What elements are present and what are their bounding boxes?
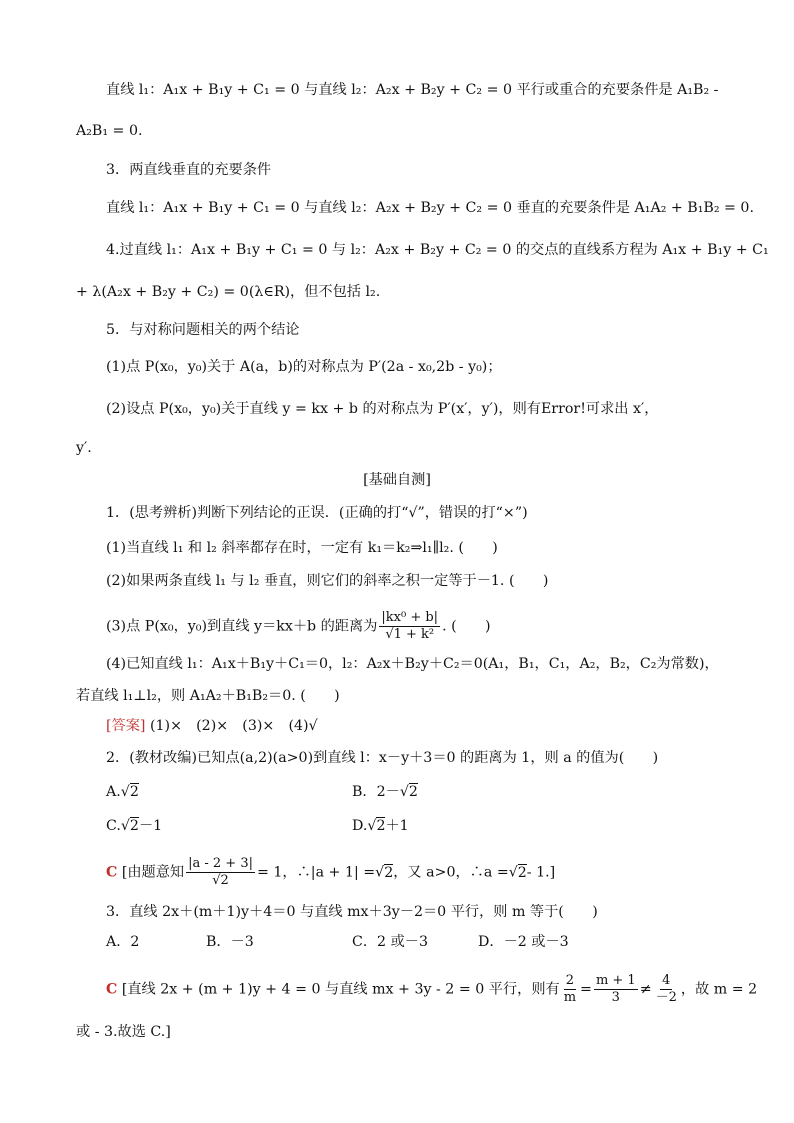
q3-fraction-1: $\frac{2}{m}$: [563, 973, 577, 1005]
q2-option-a: A.√2: [106, 784, 139, 800]
section-title: [基础自测]: [363, 472, 431, 488]
q3-answer-letter: C: [106, 981, 118, 998]
s5-heading: 5．与对称问题相关的两个结论: [106, 322, 300, 338]
q3-stem: 3．直线 2x＋(m＋1)y＋4＝0 与直线 mx＋3y－2＝0 平行，则 m 等于( ): [106, 904, 598, 920]
q3-fraction-2: $\frac{m + 1}{3}$: [595, 973, 636, 1005]
s3-body: 直线 l₁：A₁x + B₁y + C₁ = 0 与直线 l₂：A₂x + B₂y + C₂ = 0 垂直的充要条件是 A₁A₂ + B₁B₂ = 0.: [106, 200, 754, 216]
q3-option-a: A．2: [106, 934, 140, 950]
q1-answer: [106, 716, 318, 736]
q1-item1: (1)当直线 l₁ 和 l₂ 斜率都存在时，一定有 k₁＝k₂⇒l₁∥l₂. ( ): [106, 540, 498, 556]
s3-heading: 3．两直线垂直的充要条件: [106, 162, 272, 178]
sqrt-symbol: √: [367, 818, 377, 834]
q3-solution: C [直线 2x + (m + 1)y + 4 = 0 与直线 mx + 3y - 2 = 0 平行，则有 $\frac{2}{m}$ = $\frac{m + 1}{3}$ ≠ $\frac{4}{-2}$ ，故 m = 2: [106, 973, 758, 1005]
distance-denominator: 1 + k²: [393, 627, 435, 642]
q2-option-b: B．2－√2: [352, 784, 418, 800]
q2-option-d: D.√2＋1: [352, 818, 409, 834]
q1-item2: (2)如果两条直线 l₁ 与 l₂ 垂直，则它们的斜率之积一定等于－1. ( ): [106, 573, 549, 589]
q1-item3-pre: (3)点 P(x₀，y₀)到直线 y＝kx＋b 的距离为: [106, 618, 378, 635]
distance-fraction: [379, 610, 440, 643]
sqrt-symbol: √: [120, 784, 130, 800]
answer-label: [答案]: [106, 718, 146, 734]
q1-item3-post: . ( ): [442, 618, 491, 635]
q3-option-d: D．－2 或－3: [478, 934, 569, 950]
s5-p2: (2)设点 P(x₀，y₀)关于直线 y = kx + b 的对称点为 P′(x′，y′)，则有Error!可求出 x′，: [106, 401, 659, 417]
q1-stem: 1．(思考辨析)判断下列结论的正误．(正确的打“√”，错误的打“×”): [106, 505, 528, 521]
s1-line1: 直线 l₁：A₁x + B₁y + C₁ = 0 与直线 l₂：A₂x + B₂y + C₂ = 0 平行或重合的充要条件是 A₁B₂ -: [106, 82, 719, 98]
q1-item4b: 若直线 l₁⊥l₂，则 A₁A₂＋B₁B₂＝0. ( ): [76, 688, 340, 704]
q1-item3: [106, 610, 491, 643]
s4-line2: + λ(A₂x + B₂y + C₂) = 0(λ∈R)，但不包括 l₂.: [76, 284, 381, 300]
s4-line1: 4.过直线 l₁：A₁x + B₁y + C₁ = 0 与 l₂：A₂x + B₂y + C₂ = 0 的交点的直线系方程为 A₁x + B₁y + C₁: [106, 242, 769, 258]
q3-fraction-3: $\frac{4}{-2}$: [655, 973, 677, 1005]
q2-stem: 2．(教材改编)已知点(a,2)(a>0)到直线 l：x－y＋3＝0 的距离为 1，则 a 的值为( ): [106, 750, 659, 766]
q1-item4a: (4)已知直线 l₁：A₁x＋B₁y＋C₁＝0，l₂：A₂x＋B₂y＋C₂＝0(A₁，B₁，C₁，A₂，B₂，C₂为常数)，: [106, 656, 719, 672]
sqrt-symbol: √: [120, 818, 130, 834]
s5-p2b: y′.: [76, 440, 92, 456]
sqrt-symbol: √: [385, 627, 394, 642]
q2-fraction: $\frac{|a - 2 + 3|}{√2}$: [188, 856, 253, 888]
q2-solution: C [由题意知 $\frac{|a - 2 + 3|}{√2}$ = 1，∴|a + 1| =√2，又 a>0，∴a =√2- 1.]: [106, 856, 556, 888]
sqrt-symbol: √: [399, 784, 409, 800]
q2-answer-letter: C: [106, 864, 118, 881]
q3-solution-line2: 或 - 3.故选 C.]: [76, 1024, 171, 1040]
s1-line2: A₂B₁ = 0.: [76, 123, 143, 139]
answer-text: (1)× (2)× (3)× (4)√: [149, 718, 318, 734]
q3-option-c: C．2 或－3: [352, 934, 428, 950]
s5-p1: (1)点 P(x₀，y₀)关于 A(a，b)的对称点为 P′(2a - x₀,2b - y₀)；: [106, 359, 502, 375]
q2-option-c: C.√2－1: [106, 818, 163, 834]
q3-option-b: B．－3: [206, 934, 254, 950]
distance-numerator: |kx⁰ + b|: [381, 610, 439, 625]
